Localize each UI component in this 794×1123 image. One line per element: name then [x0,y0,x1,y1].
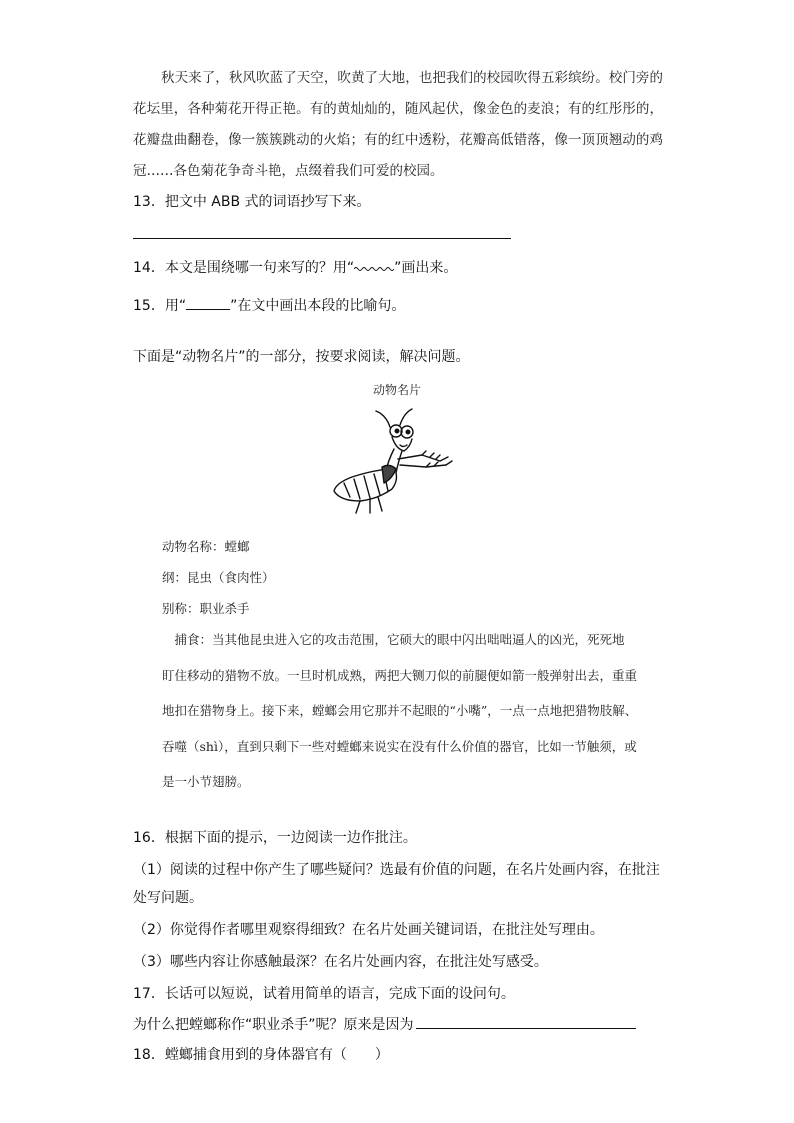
section-intro: 下面是“动物名片”的一部分，按要求阅读，解决问题。 [133,349,470,365]
mantis-drawing-icon [330,405,455,515]
card-class: 纲：昆虫（食肉性） [162,570,275,585]
answer-line-17[interactable] [416,1014,636,1029]
card-name: 动物名称：螳螂 [162,539,250,554]
question-14-text-b: ”画出来。 [394,260,458,276]
question-16-3: （3）哪些内容让你感触最深？在名片处画内容，在批注处写感受。 [133,954,548,970]
question-16-1a: （1）阅读的过程中你产生了哪些疑问？选最有价值的问题，在名片处画内容，在批注 [133,862,660,878]
question-14-text-a: 14．本文是围绕哪一句来写的？用“ [133,260,355,276]
question-15-text-a: 15．用“ [133,298,187,314]
straight-line-icon [186,297,230,310]
answer-line-13[interactable] [133,238,511,239]
hunting-line-3: 地扣在猎物身上。接下来，螳螂会用它那并不起眼的“小嘴”，一点一点地把猎物肢解、 [162,703,638,718]
question-15-text-b: ”在文中画出本段的比喻句。 [230,298,406,314]
hunting-line-2: 盯住移动的猎物不放。一旦时机成熟，两把大铡刀似的前腿便如箭一般弹射出去，重重 [162,667,638,683]
question-14 [133,258,457,278]
question-17-prompt-text: 为什么把螳螂称作“职业杀手”呢？原来是因为 [133,1017,414,1033]
hunting-line-4: 吞噬（shì），直到只剩下一些对螳螂来说实在没有什么价值的器官，比如一节触须，或 [162,738,637,754]
hunting-line-5: 是一小节翅膀。 [162,774,250,789]
passage-text: 秋天来了，秋风吹蓝了天空，吹黄了大地，也把我们的校园吹得五彩缤纷。校门旁的花坛里，各种菊花开得正艳。有的黄灿灿的，随风起伏，像金色的麦浪；有的红彤彤的，花瓣盘曲翻卷，像一簇簇跳动的火焰；有的红中透粉，花瓣高低错落，像一顶顶翘动的鸡冠……各色菊花争奇斗艳，点缀着我们可爱的校园。 [133,70,663,179]
question-16-2: （2）你觉得作者哪里观察得细致？在名片处画关键词语，在批注处写理由。 [133,922,604,938]
question-13: 13．把文中 ABB 式的词语抄写下来。 [133,194,371,210]
question-18: 18．螳螂捕食用到的身体器官有（ ） [133,1047,389,1063]
card-alias: 别称：职业杀手 [162,601,250,616]
question-16-1b: 处写问题。 [133,890,203,906]
hunting-line-1: 捕食：当其他昆虫进入它的攻击范围，它硕大的眼中闪出咄咄逼人的凶光，死死地 [162,632,625,647]
reading-passage [133,63,663,187]
question-17: 17．长话可以短说，试着用简单的语言，完成下面的设问句。 [133,986,515,1002]
question-17-prompt [133,1014,636,1035]
question-16: 16．根据下面的提示，一边阅读一边作批注。 [133,830,417,846]
card-title: 动物名片 [372,383,421,397]
question-15 [133,296,405,316]
card-hunting [162,622,662,800]
wavy-line-icon [354,264,394,272]
